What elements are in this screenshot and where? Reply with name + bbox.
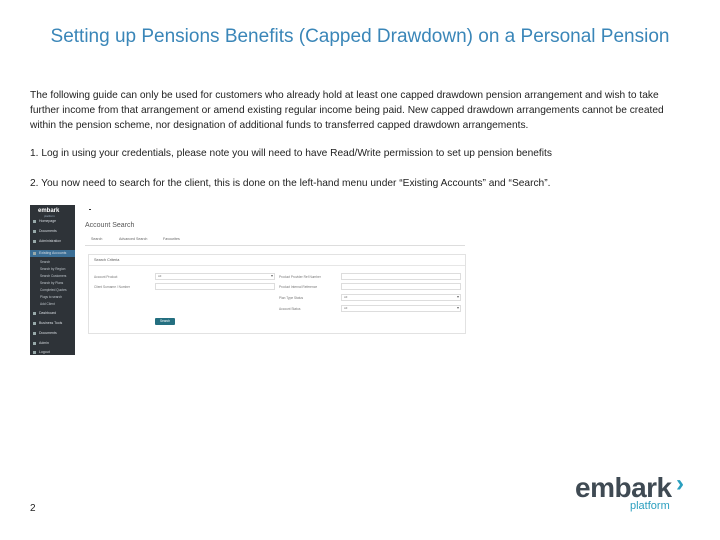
home-icon [33, 220, 36, 223]
sidebar-item-label: Documents [39, 331, 57, 335]
select-value: All [344, 295, 348, 299]
sidebar-item-logout[interactable] [33, 350, 73, 355]
sidebar-item-label: Documents [39, 229, 57, 233]
tab-search[interactable]: Search [91, 237, 103, 241]
intro-paragraph: The following guide can only be used for customers who already hold at least one capped drawdown pension arrangement and wish to take further income from that arrangement or amend existing regular income being paid. New capped drawdown arrangements cannot be created within the pension scheme, nor designation of additional funds to transferred capped drawdown arrangements. [30, 90, 664, 131]
sidebar-subitem[interactable]: Add Client [40, 302, 55, 306]
cursor-mark [89, 209, 91, 210]
sidebar-item-label: Logout [39, 350, 50, 354]
tab-bar [85, 236, 465, 246]
sidebar-item-business-tools[interactable] [33, 321, 73, 326]
sidebar-item-admin[interactable] [33, 341, 73, 346]
field-label: Product Internal Reference [279, 285, 318, 289]
account-product-select[interactable] [155, 273, 275, 280]
brand-sub: platform [630, 500, 670, 512]
sidebar-subitem-search[interactable]: Search [40, 260, 51, 264]
sidebar-item-documents-2[interactable] [33, 331, 73, 336]
app-main [85, 205, 465, 355]
account-status-select[interactable] [341, 305, 461, 312]
internal-ref-input[interactable] [341, 283, 461, 290]
select-value: All [344, 306, 348, 310]
brand-word: embark [575, 472, 672, 503]
admin-icon [33, 240, 36, 243]
sidebar-item-homepage[interactable] [33, 219, 73, 224]
divider [89, 265, 465, 266]
search-button[interactable]: Search [155, 318, 175, 325]
account-search-title: Account Search [85, 222, 135, 229]
step-1: 1. Log in using your credentials, please note you will need to have Read/Write permission to set up pension benefits [30, 148, 552, 159]
provider-ref-input[interactable] [341, 273, 461, 280]
field-label: Account Status [279, 307, 301, 311]
embedded-screenshot [30, 205, 465, 355]
tools-icon [33, 322, 36, 325]
sidebar-subitem[interactable]: Search Customers [40, 274, 67, 278]
accounts-icon [33, 252, 36, 255]
sidebar-item-administration[interactable] [33, 239, 73, 244]
sidebar-subitem[interactable]: Search by Region [40, 267, 66, 271]
search-criteria-panel [88, 254, 466, 334]
chevron-right-icon: › [676, 470, 684, 497]
plan-type-select[interactable] [341, 294, 461, 301]
sidebar-subitem[interactable]: Plugs to search [40, 295, 62, 299]
panel-header: Search Criteria [94, 258, 120, 262]
step-2: 2. You now need to search for the client, this is done on the left-hand menu under “Existing Accounts” and “Search”. [30, 178, 551, 189]
page-title: Setting up Pensions Benefits (Capped Drawdown) on a Personal Pension [50, 26, 670, 47]
sidebar-item-label: Administration [39, 239, 62, 243]
dashboard-icon [33, 312, 36, 315]
sidebar-logo-sub: platform [44, 214, 55, 218]
app-sidebar [30, 205, 75, 355]
sidebar-item-label: Admin [39, 341, 49, 345]
tab-advanced-search[interactable]: Advanced Search [119, 237, 148, 241]
sidebar-item-dashboard[interactable] [33, 311, 73, 316]
logout-icon [33, 351, 36, 354]
page-number: 2 [30, 503, 36, 514]
field-label: Account Product [94, 275, 118, 279]
sidebar-item-label: Homepage [39, 219, 57, 223]
sidebar-item-documents[interactable] [33, 229, 73, 234]
sidebar-item-label: Business Tools [39, 321, 63, 325]
sidebar-subitem[interactable]: Completed Quotes [40, 288, 67, 292]
client-surname-input[interactable] [155, 283, 275, 290]
sidebar-item-existing-accounts[interactable] [33, 251, 73, 256]
field-label: Plan Type Status [279, 296, 304, 300]
field-label: Product Provider Ref Number [279, 275, 321, 279]
document-icon [33, 332, 36, 335]
field-label: Client Surname / Number [94, 285, 130, 289]
select-value: All [158, 274, 162, 278]
admin-icon [33, 342, 36, 345]
sidebar-subitem[interactable]: Search by Plans [40, 281, 64, 285]
sidebar-item-label: Existing Accounts [39, 251, 67, 255]
sidebar-logo: embark [38, 208, 60, 214]
embark-platform-logo [575, 472, 695, 517]
tab-favourites[interactable]: Favourites [163, 237, 180, 241]
document-icon [33, 230, 36, 233]
sidebar-item-label: Dashboard [39, 311, 57, 315]
